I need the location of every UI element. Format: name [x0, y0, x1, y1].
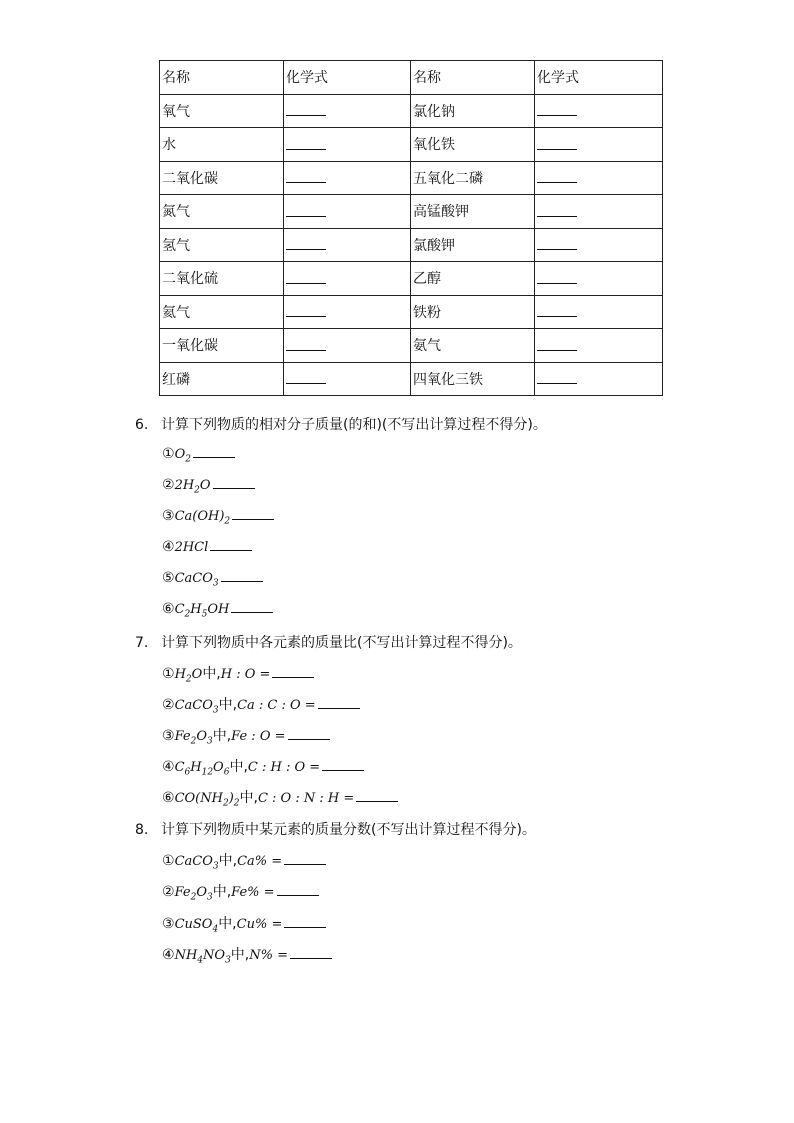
- substance-name-cell: 氮气: [160, 195, 284, 229]
- answer-blank[interactable]: [537, 369, 577, 384]
- q7-item: [162, 787, 398, 809]
- substance-name-cell: 氢气: [160, 228, 284, 262]
- item-marker: ③: [162, 508, 175, 524]
- item-marker: ④: [162, 759, 175, 775]
- chemical-formula: $NH_4NO_3$: [174, 947, 231, 966]
- question-text: 计算下列物质中某元素的质量分数(不写出计算过程不得分)。: [161, 822, 536, 838]
- question-7-title: [135, 632, 522, 652]
- answer-blank[interactable]: [286, 235, 326, 250]
- answer-blank[interactable]: [318, 696, 360, 709]
- answer-blank[interactable]: [272, 665, 314, 678]
- formula-answer-cell[interactable]: [284, 362, 411, 396]
- formula-answer-cell[interactable]: [535, 94, 663, 128]
- ratio-expression: C : O : N : H =: [257, 791, 355, 806]
- q8-item: [162, 881, 319, 903]
- formula-answer-cell[interactable]: [284, 195, 411, 229]
- item-connector: 中,: [239, 790, 258, 806]
- q7-item: [162, 663, 314, 685]
- item-connector: 中,: [218, 915, 237, 932]
- table-row: [160, 94, 663, 128]
- formula-answer-cell[interactable]: [535, 228, 663, 262]
- question-number: 7.: [135, 635, 149, 651]
- ratio-expression: H : O =: [220, 667, 271, 682]
- q8-item: [162, 913, 326, 935]
- item-connector: 中,: [218, 697, 238, 713]
- header-cell: 化学式: [284, 61, 411, 95]
- substance-name-cell: 氧化铁: [411, 128, 535, 162]
- formula-answer-cell[interactable]: [284, 94, 411, 128]
- table-row: [160, 295, 663, 329]
- item-marker: ⑥: [162, 790, 175, 806]
- answer-blank[interactable]: [284, 852, 326, 865]
- answer-blank[interactable]: [221, 569, 263, 582]
- item-connector: 中,: [202, 666, 221, 682]
- question-number: 8.: [135, 822, 149, 838]
- ratio-expression: Cu% =: [236, 916, 283, 932]
- substance-name-cell: 高锰酸钾: [411, 195, 535, 229]
- item-marker: ①: [162, 853, 175, 869]
- formula-answer-cell[interactable]: [535, 128, 663, 162]
- q8-item: [162, 850, 326, 872]
- question-number: 6.: [135, 417, 149, 433]
- item-connector: 中,: [212, 728, 232, 744]
- q6-item: [162, 507, 274, 527]
- answer-blank[interactable]: [537, 235, 577, 250]
- answer-blank[interactable]: [286, 101, 326, 116]
- item-marker: ④: [162, 539, 175, 555]
- item-marker: ②: [162, 697, 175, 713]
- substance-name-cell: 四氧化三铁: [411, 362, 535, 396]
- table-row: [160, 195, 663, 229]
- item-marker: ②: [162, 884, 175, 901]
- table-row: [160, 228, 663, 262]
- answer-blank[interactable]: [290, 946, 332, 959]
- ratio-expression: Ca% =: [237, 854, 283, 869]
- table-header-row: [160, 61, 663, 95]
- substance-name-cell: 五氧化二磷: [411, 161, 535, 195]
- formula-answer-cell[interactable]: [535, 262, 663, 296]
- q7-item: [162, 725, 330, 747]
- chemistry-table: [159, 60, 663, 396]
- item-marker: ④: [162, 946, 175, 963]
- formula-answer-cell[interactable]: [284, 262, 411, 296]
- header-cell: 化学式: [535, 61, 663, 95]
- header-cell: 名称: [411, 61, 535, 95]
- q6-item: [162, 445, 235, 465]
- chemical-formula: $Fe_2O_3$: [174, 729, 213, 747]
- item-marker: ①: [162, 666, 175, 682]
- chemical-formula: CaCO$_3$: [174, 854, 219, 872]
- answer-blank[interactable]: [322, 758, 364, 771]
- chemical-formula: CaCO$_3$: [174, 698, 219, 716]
- chemical-formula: $Fe_2O_3$: [174, 885, 213, 903]
- substance-name-cell: 二氧化碳: [160, 161, 284, 195]
- q7-item: [162, 756, 364, 778]
- item-marker: ③: [162, 915, 175, 932]
- formula-answer-cell[interactable]: [284, 295, 411, 329]
- substance-name-cell: 水: [160, 128, 284, 162]
- item-connector: 中,: [229, 759, 248, 775]
- answer-blank[interactable]: [277, 883, 319, 896]
- answer-blank[interactable]: [213, 476, 255, 489]
- item-marker: ①: [162, 446, 175, 462]
- question-8-title: [135, 819, 536, 839]
- substance-name-cell: 二氧化硫: [160, 262, 284, 296]
- answer-blank[interactable]: [537, 135, 577, 150]
- answer-blank[interactable]: [286, 302, 326, 317]
- q6-item: [162, 538, 252, 555]
- formula-answer-cell[interactable]: [535, 295, 663, 329]
- formula-answer-cell[interactable]: [535, 195, 663, 229]
- answer-blank[interactable]: [537, 101, 577, 116]
- formula-answer-cell[interactable]: [284, 128, 411, 162]
- answer-blank[interactable]: [286, 135, 326, 150]
- answer-blank[interactable]: [193, 445, 235, 458]
- answer-blank[interactable]: [286, 269, 326, 284]
- table-row: [160, 329, 663, 363]
- chemical-formula: $Ca(OH)_2$: [174, 509, 231, 527]
- answer-blank[interactable]: [537, 202, 577, 217]
- chemical-formula: $C_6H_{12}O_6$: [174, 760, 230, 778]
- formula-answer-cell[interactable]: [284, 329, 411, 363]
- ratio-expression: C : H : O =: [247, 760, 321, 775]
- substance-name-cell: 乙醇: [411, 262, 535, 296]
- chemical-formula: $H_2O$: [174, 667, 203, 685]
- table-row: [160, 128, 663, 162]
- answer-blank[interactable]: [537, 302, 577, 317]
- chemical-formula: 2HCl: [174, 540, 209, 555]
- item-connector: 中,: [218, 853, 238, 869]
- substance-name-cell: 氨气: [411, 329, 535, 363]
- table-row: [160, 362, 663, 396]
- answer-blank[interactable]: [232, 507, 274, 520]
- answer-blank[interactable]: [537, 269, 577, 284]
- answer-blank[interactable]: [286, 168, 326, 183]
- table-row: [160, 262, 663, 296]
- substance-name-cell: 氯化钠: [411, 94, 535, 128]
- answer-blank[interactable]: [231, 600, 273, 613]
- substance-name-cell: 氧气: [160, 94, 284, 128]
- chemical-formula: $C_2H_5OH$: [174, 602, 230, 620]
- answer-blank[interactable]: [537, 336, 577, 351]
- chemical-formula: CaCO$_3$: [174, 571, 219, 589]
- ratio-expression: Fe : O =: [231, 729, 286, 744]
- item-marker: ③: [162, 728, 175, 744]
- item-marker: ⑤: [162, 570, 175, 586]
- item-marker: ⑥: [162, 601, 175, 617]
- formula-answer-cell[interactable]: [284, 161, 411, 195]
- substance-name-cell: 红磷: [160, 362, 284, 396]
- chemical-formula: CuSO$_4$: [174, 916, 219, 935]
- answer-blank[interactable]: [210, 538, 252, 551]
- chemical-formula: $2H_2O$: [174, 478, 211, 496]
- chemical-formula: $O_2$: [174, 447, 191, 465]
- q6-item: [162, 569, 263, 589]
- q6-item: [162, 600, 273, 620]
- answer-blank[interactable]: [288, 727, 330, 740]
- answer-blank[interactable]: [286, 202, 326, 217]
- header-cell: 名称: [160, 61, 284, 95]
- substance-name-cell: 氦气: [160, 295, 284, 329]
- table-row: [160, 161, 663, 195]
- q8-item: [162, 944, 332, 966]
- formula-answer-cell[interactable]: [535, 362, 663, 396]
- item-marker: ②: [162, 477, 175, 493]
- ratio-expression: Fe% =: [231, 885, 275, 901]
- formula-answer-cell[interactable]: [284, 228, 411, 262]
- formula-answer-cell[interactable]: [535, 329, 663, 363]
- answer-blank[interactable]: [286, 369, 326, 384]
- answer-blank[interactable]: [286, 336, 326, 351]
- question-text: 计算下列物质中各元素的质量比(不写出计算过程不得分)。: [161, 635, 522, 651]
- ratio-expression: Ca : C : O =: [237, 698, 316, 713]
- item-connector: 中,: [212, 884, 232, 901]
- substance-name-cell: 一氧化碳: [160, 329, 284, 363]
- substance-name-cell: 铁粉: [411, 295, 535, 329]
- ratio-expression: N% =: [249, 947, 289, 963]
- question-text: 计算下列物质的相对分子质量(的和)(不写出计算过程不得分)。: [161, 417, 547, 433]
- answer-blank[interactable]: [356, 789, 398, 802]
- q6-item: [162, 476, 255, 496]
- formula-answer-cell[interactable]: [535, 161, 663, 195]
- answer-blank[interactable]: [537, 168, 577, 183]
- item-connector: 中,: [230, 946, 250, 963]
- question-6-title: [135, 414, 547, 434]
- substance-name-cell: 氯酸钾: [411, 228, 535, 262]
- answer-blank[interactable]: [284, 915, 326, 928]
- chemical-formula: $CO(NH_2)_2$: [174, 791, 240, 809]
- q7-item: [162, 694, 360, 716]
